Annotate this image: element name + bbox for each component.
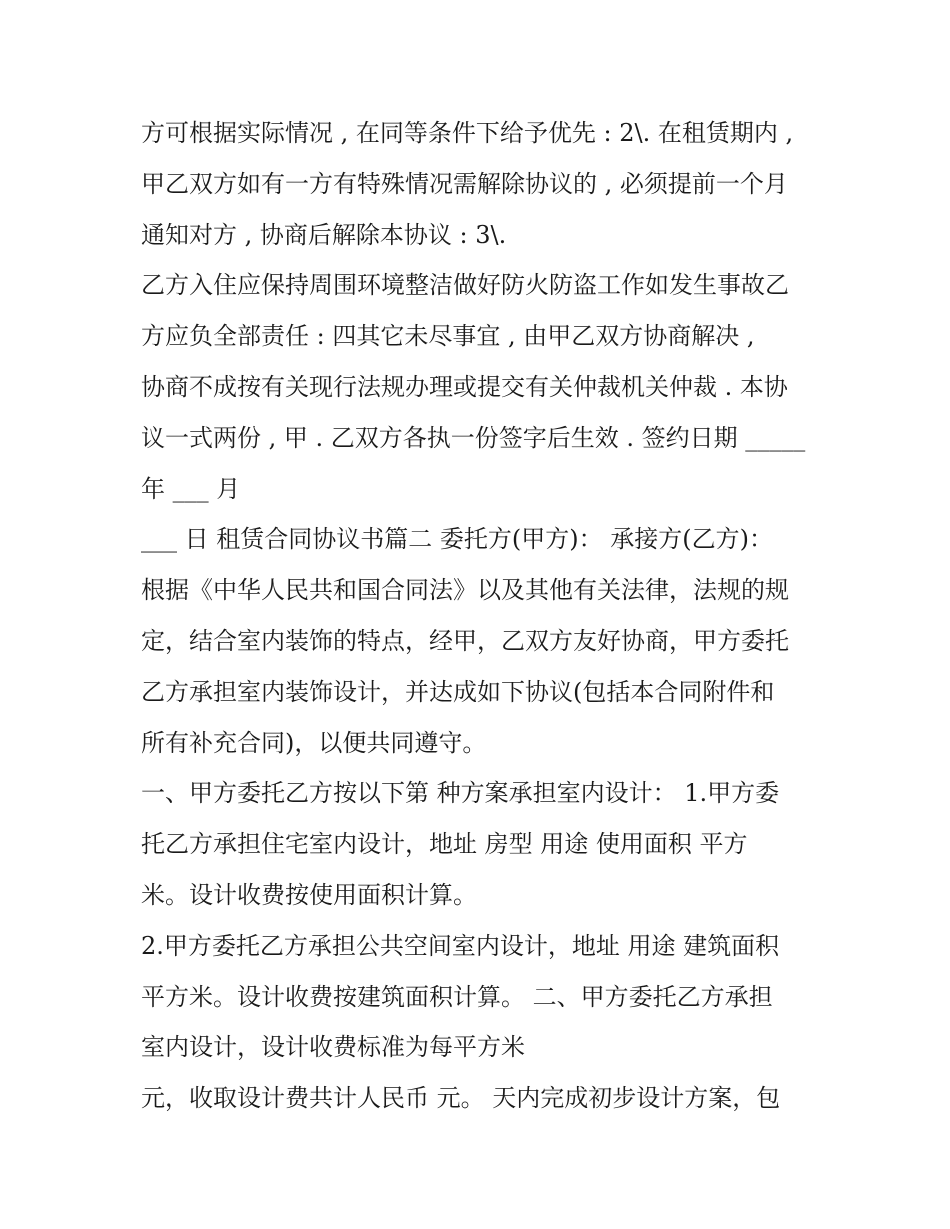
text-line: 乙方承担室内装饰设计，并达成如下协议(包括本合同附件和 [141,677,775,706]
text-line: 根据《中华人民共和国合同法》以及其他有关法律，法规的规 [141,576,789,605]
text-line: 议一式两份 , 甲 . 乙双方各执一份签字后生效 . 签约日期 _____ [141,423,806,452]
text-line: 室内设计，设计收费标准为每平方米 [141,1033,525,1062]
text-line: 协商不成按有关现行法规办理或提交有关仲裁机关仲裁 . 本协 [141,372,788,401]
text-line: 元，收取设计费共计人民币 元。 天内完成初步设计方案，包 [141,1084,781,1113]
text-line: 乙方入住应保持周围环境整洁做好防火防盗工作如发生事故乙 [141,271,789,300]
text-line: 方可根据实际情况 , 在同等条件下给予优先 : 2\. 在租赁期内 , [141,119,794,147]
text-line: 米。设计收费按使用面积计算。 [141,880,477,909]
document-body [141,108,821,1124]
text-line: ___ 日 租赁合同协议书篇二 委托方(甲方)： 承接方(乙方)： [141,525,773,554]
text-line: 2.甲方委托乙方承担公共空间室内设计，地址 用途 建筑面积 [141,931,780,960]
text-line: 通知对方 , 协商后解除本协议 : 3\. [141,220,507,249]
text-line: 平方米。设计收费按建筑面积计算。 二、甲方委托乙方承担 [141,982,773,1011]
text-line: 方应负全部责任 : 四其它未尽事宜 , 由甲乙双方协商解决 , [141,322,755,351]
text-line: 所有补充合同)，以便共同遵守。 [141,728,487,757]
text-line: 甲乙双方如有一方有特殊情况需解除协议的 , 必须提前一个月 [141,169,788,198]
text-line: 托乙方承担住宅室内设计，地址 房型 用途 使用面积 平方 [141,830,748,859]
text-line: 一、甲方委托乙方按以下第 种方案承担室内设计： 1.甲方委 [141,779,780,808]
text-line: 定，结合室内装饰的特点，经甲，乙双方友好协商，甲方委托 [141,626,789,655]
text-line: 年 ___ 月 [141,474,241,503]
